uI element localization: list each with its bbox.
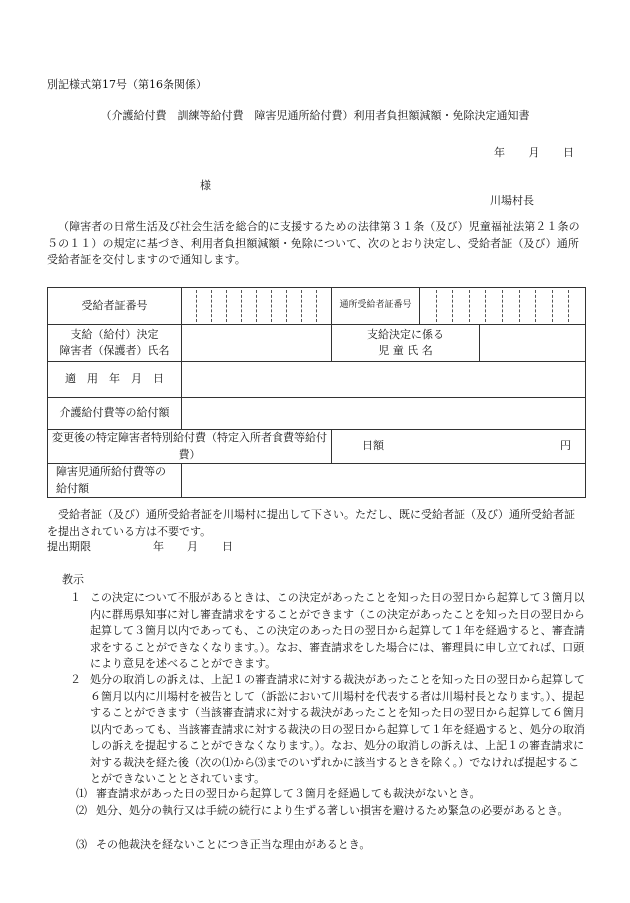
child-label-line2: 児 童 氏 名 [378, 344, 433, 357]
day-cert-label: 通所受給者証番号 [332, 288, 420, 325]
instructions-heading: 教示 [62, 573, 84, 586]
issue-date [494, 145, 574, 162]
disabled-child-label-line2: 給付額 [56, 481, 89, 495]
instruction-sub-1-text: 審査請求があった日の翌日から起算して３箇月を経過しても裁決がないとき。 [96, 787, 481, 800]
instruction-item-1 [70, 590, 585, 673]
yen-label: 円 [560, 439, 571, 453]
recipient-cert-digits[interactable] [182, 288, 332, 325]
instruction-sub-1-number: ⑴ [76, 787, 87, 800]
effective-date-label: 適 用 年 月 日 [48, 362, 182, 398]
child-name-label [332, 325, 480, 362]
issuer-name: 川場村長 [490, 194, 534, 207]
instruction-item-1-text: この決定について不服があるときは、この決定があったことを知った日の翌日から起算して３箇月以内に群馬県知事に対し審査請求をすることができます（この決定があったことを知った日の翌日から起算して３箇月以内であっても、この決定のあった日の翌日から起算して１年を経過すると、審査請求をすることができなくなります。）。なお、審査請求をした場合には、審理員に申し立てれば、口頭により意見を述べることができます。 [90, 591, 585, 670]
disabled-child-benefit-cell[interactable] [182, 464, 586, 498]
form-number: 別記様式第17号（第16条関係） [47, 78, 207, 91]
instruction-sub-3-number: ⑶ [76, 838, 87, 851]
date-year: 年 [494, 146, 505, 159]
special-benefit-label: 変更後の特定障害者特別給付費（特定入所者食費等給付費） [48, 430, 332, 464]
addressee-suffix: 様 [200, 179, 211, 192]
instruction-sub-2-number: ⑵ [76, 804, 87, 817]
child-name-cell[interactable] [480, 325, 586, 362]
instruction-item-2-text: 処分の取消しの訴えは、上記１の審査請求に対する裁決があったことを知った日の翌日から起算して６箇月以内に川場村を被告として（訴訟において川場村を代表する者は川場村長となります。）、提起することができます（当該審査請求に対する裁決があったことを知った日の翌日から起算して６箇月以内であっても、当該審査請求に対する裁決の日の翌日から起算して１年を経過すると、処分の取消しの訴えを提起することができなくなります。）。なお、処分の取消しの訴えは、上記１の審査請求に対する裁決を経た後（次の⑴から⑶までのいずれかに該当するときを除く。）でなければ提起することができないこととされています。 [90, 673, 585, 785]
beneficiary-label-line1: 支給（給付）決定 [70, 327, 159, 341]
instruction-item-1-number: １ [70, 591, 81, 604]
instruction-item-2 [70, 672, 585, 788]
decision-table [47, 287, 586, 498]
instruction-sub-2 [76, 803, 585, 820]
daily-amount-cell[interactable] [332, 430, 586, 464]
disabled-child-benefit-label [48, 464, 182, 498]
daily-label: 日額 [362, 439, 384, 453]
instruction-sub-2-text: 処分、処分の執行又は手続の続行により生ずる著しい損害を避けるため緊急の必要があるとき。 [96, 804, 569, 817]
deadline-year: 年 [153, 540, 164, 553]
instruction-sub-3 [76, 837, 585, 854]
beneficiary-label-line2: 障害者（保護者）氏名 [59, 344, 170, 357]
instruction-sub-1 [76, 786, 585, 803]
beneficiary-name-cell[interactable] [182, 325, 332, 362]
instruction-sub-3-text: その他裁決を経ないことにつき正当な理由があるとき。 [96, 838, 371, 851]
instruction-item-2-number: ２ [70, 673, 81, 686]
date-month: 月 [528, 146, 540, 159]
deadline-month: 月 [187, 540, 198, 553]
child-label-line1: 支給決定に係る [367, 327, 444, 341]
deadline-day: 日 [222, 540, 233, 553]
disabled-child-label-line1: 障害児通所給付費等の [56, 465, 166, 478]
effective-date-cell[interactable] [182, 362, 586, 398]
date-day: 日 [563, 146, 574, 159]
care-benefit-cell[interactable] [182, 398, 586, 430]
submission-deadline [47, 539, 233, 556]
recipient-cert-label: 受給者証番号 [48, 288, 182, 325]
deadline-label: 提出期限 [47, 540, 91, 553]
submit-note: 受給者証（及び）通所受給者証を川場村に提出して下さい。ただし、既に受給者証（及び）通所受給者証を提出されている方は不要です。 [47, 508, 575, 538]
intro-paragraph: （障害者の日常生活及び社会生活を総合的に支援するための法律第３１条（及び）児童福祉法第２１条の５の１１）の規定に基づき、利用者負担額減額・免除について、次のとおり決定し、受給者証（及び）通所受給者証を交付しますので通知します。 [47, 220, 580, 266]
beneficiary-label [48, 325, 182, 362]
care-benefit-label: 介護給付費等の給付額 [48, 398, 182, 430]
document-title: （介護給付費 訓練等給付費 障害児通所給付費）利用者負担額減額・免除決定通知書 [100, 109, 530, 122]
day-cert-digits[interactable] [420, 288, 586, 325]
